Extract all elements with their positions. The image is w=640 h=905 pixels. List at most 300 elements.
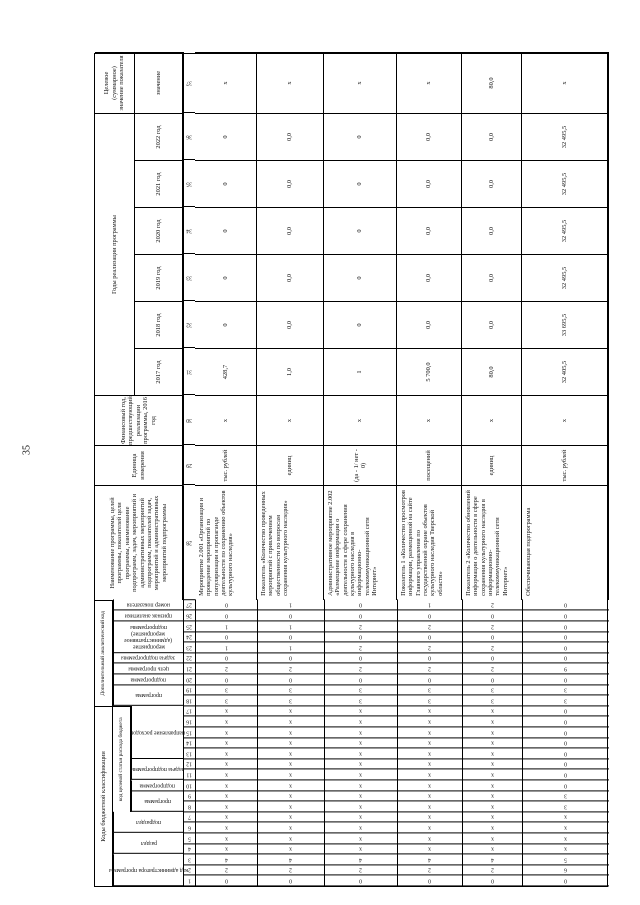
header-a-indicator-number-text: номер показателя <box>126 601 171 608</box>
code-cell-text: 1 <box>289 644 293 651</box>
column-number-text: 28 <box>186 539 193 546</box>
row-year-value: 33 695,5 <box>522 301 609 348</box>
code-cell-text: 2 <box>491 601 494 608</box>
code-cell <box>257 600 324 611</box>
code-cell <box>257 632 324 643</box>
code-cell <box>195 674 257 685</box>
header-a-goal-text: цель программы <box>128 665 169 672</box>
code-cell-text: х <box>428 760 432 767</box>
column-number <box>183 780 195 791</box>
code-cell <box>324 674 397 685</box>
column-number-text: 24 <box>186 633 193 640</box>
row-fin-year: х <box>462 395 522 445</box>
column-number <box>183 348 195 395</box>
column-number <box>183 160 195 207</box>
column-number-text: 36 <box>186 133 193 140</box>
code-cell-text: х <box>225 750 228 757</box>
row-year-value: 1 <box>324 348 397 395</box>
code-cell <box>257 833 324 844</box>
column-number <box>183 812 195 823</box>
code-cell-text: х <box>564 835 568 842</box>
code-cell-text: х <box>491 845 494 852</box>
code-cell-text: х <box>564 845 568 852</box>
code-cell <box>462 653 522 664</box>
column-number-text: 25 <box>186 623 193 630</box>
code-cell-text: 0 <box>225 601 228 608</box>
code-cell <box>257 727 324 738</box>
code-cell-text: х <box>359 813 363 820</box>
code-cell <box>324 642 397 653</box>
code-cell-text: х <box>428 707 432 714</box>
code-cell <box>397 844 462 855</box>
code-cell-text: 0 <box>564 644 568 651</box>
code-cell <box>195 706 257 717</box>
code-cell <box>324 663 397 674</box>
column-number <box>183 769 195 780</box>
code-cell-text: 0 <box>491 612 494 619</box>
code-cell <box>462 759 522 770</box>
row-fin-year: х <box>522 395 609 445</box>
row-target: х <box>522 52 609 113</box>
row-year-value: 0 <box>195 160 257 207</box>
code-cell <box>195 780 257 791</box>
code-cell <box>397 759 462 770</box>
row-year-value: 0,0 <box>257 160 324 207</box>
header-year: 2017 год <box>135 348 183 395</box>
code-cell <box>397 780 462 791</box>
header-a-indicator-number <box>113 600 183 611</box>
code-cell-text: х <box>428 718 432 725</box>
column-number-text: 23 <box>186 644 193 651</box>
code-cell-text: 0 <box>564 633 568 640</box>
code-cell <box>522 769 609 780</box>
code-cell-text: х <box>289 803 293 810</box>
header-a-indicator-sign <box>113 610 183 621</box>
code-cell-text: х <box>359 760 363 767</box>
code-cell-text: х <box>564 824 568 831</box>
code-cell-text: 0 <box>428 633 432 640</box>
code-cell <box>397 854 462 865</box>
row-year-value: 0,0 <box>397 207 462 254</box>
code-cell-text: 3 <box>428 697 432 704</box>
code-cell-text: х <box>428 739 432 746</box>
row-year-value: 0 <box>195 301 257 348</box>
code-cell <box>462 600 522 611</box>
column-number <box>183 748 195 759</box>
row-year-value: 1,0 <box>257 348 324 395</box>
code-cell <box>397 791 462 802</box>
row-target: х <box>195 52 257 113</box>
code-cell-text: х <box>491 771 494 778</box>
column-number-text: 37 <box>186 79 193 86</box>
column-number-text: 3 <box>188 856 191 863</box>
code-cell <box>324 791 397 802</box>
code-cell <box>324 780 397 791</box>
header-a-admin-event-text: мероприятие (административное мероприятие) подпрограммы <box>124 624 173 650</box>
column-number <box>183 854 195 865</box>
row-name: Административное мероприятие 2.002 «Размещение информации о деятельности в сфере сохранения культурного наследия в информационно-телекоммуникационной сети Интернет» <box>324 485 397 600</box>
row-year-value: 5 700,0 <box>397 348 462 395</box>
row-unit: единиц <box>257 445 324 485</box>
code-cell <box>195 875 257 886</box>
code-cell-text: 0 <box>564 877 568 884</box>
code-cell-text: 2 <box>289 665 293 672</box>
code-cell-text: х <box>289 750 293 757</box>
code-cell-text: 0 <box>289 877 293 884</box>
column-number <box>183 207 195 254</box>
code-cell <box>195 791 257 802</box>
code-cell <box>522 663 609 674</box>
header-section <box>113 833 183 854</box>
header-task <box>131 759 183 780</box>
code-cell <box>397 653 462 664</box>
code-cell-text: 0 <box>428 654 432 661</box>
code-cell-text: 0 <box>491 633 494 640</box>
code-cell <box>195 812 257 823</box>
code-cell-text: 2 <box>359 866 363 873</box>
code-cell <box>257 748 324 759</box>
row-unit: (да - 1/ нет - 0) <box>324 445 397 485</box>
code-cell-text: х <box>428 729 432 736</box>
code-cell-text: 0 <box>289 633 293 640</box>
column-number-text: 2 <box>188 866 191 873</box>
code-cell <box>257 695 324 706</box>
row-unit: посещений <box>397 445 462 485</box>
code-cell-text: 3 <box>428 686 432 693</box>
code-cell <box>522 759 609 770</box>
code-cell <box>462 865 522 876</box>
header-admin-code <box>109 854 188 886</box>
code-cell <box>397 748 462 759</box>
code-cell-text: 2 <box>359 644 363 651</box>
code-cell-text: х <box>359 718 363 725</box>
code-cell <box>324 875 397 886</box>
code-cell <box>324 706 397 717</box>
column-number-text: 35 <box>186 180 193 187</box>
code-cell-text: 2 <box>359 665 363 672</box>
column-number <box>183 822 195 833</box>
code-cell <box>397 812 462 823</box>
header-admin-code-text: код администратора программы <box>109 866 188 873</box>
column-number-text: 11 <box>186 771 193 778</box>
code-cell <box>195 748 257 759</box>
code-cell-text: 0 <box>359 877 363 884</box>
code-cell <box>257 801 324 812</box>
row-fin-year: х <box>397 395 462 445</box>
column-number-text: 31 <box>186 368 193 375</box>
code-cell-text: 0 <box>564 760 568 767</box>
column-number <box>183 600 195 611</box>
row-unit: единиц <box>462 445 522 485</box>
code-cell-text: 0 <box>491 676 494 683</box>
code-cell-text: х <box>491 813 494 820</box>
code-cell-text: 0 <box>491 877 494 884</box>
code-cell-text: х <box>491 739 494 746</box>
code-cell <box>257 653 324 664</box>
code-cell <box>324 769 397 780</box>
code-cell <box>462 769 522 780</box>
code-cell-text: 3 <box>359 697 363 704</box>
column-number-text: 5 <box>188 835 191 842</box>
row-year-value: 80,0 <box>462 348 522 395</box>
row-year-value: 0,0 <box>257 113 324 160</box>
code-cell <box>195 865 257 876</box>
row-year-value: 0,0 <box>397 113 462 160</box>
code-cell-text: 2 <box>225 665 228 672</box>
code-cell <box>522 674 609 685</box>
row-unit: тыс. рублей <box>522 445 609 485</box>
code-cell <box>522 780 609 791</box>
column-number <box>183 759 195 770</box>
code-cell <box>195 738 257 749</box>
column-number-text: 21 <box>186 665 193 672</box>
code-cell <box>462 706 522 717</box>
row-name: Мероприятие 2.001 «Организация и проведение мероприятий по популяризации и пропаганде деятельности по сохранению объектов культурного наследия» <box>195 485 257 600</box>
code-cell <box>257 621 324 632</box>
code-cell <box>195 663 257 674</box>
code-cell <box>462 685 522 696</box>
row-year-value: 0,0 <box>257 207 324 254</box>
rotated-table-wrapper <box>94 53 608 887</box>
code-cell <box>195 759 257 770</box>
code-cell-text: х <box>491 835 494 842</box>
row-year-value: 32 495,5 <box>522 113 609 160</box>
code-cell-text: х <box>289 813 293 820</box>
row-target: 80,0 <box>462 52 522 113</box>
column-number <box>183 706 195 717</box>
header-a-subprogram <box>113 674 183 685</box>
header-subsection <box>113 812 183 833</box>
code-cell <box>462 822 522 833</box>
code-cell <box>522 632 609 643</box>
column-number-text: 4 <box>188 845 191 852</box>
column-number-text: 15 <box>186 729 193 736</box>
column-number <box>183 653 195 664</box>
code-cell-text: 3 <box>225 697 228 704</box>
code-cell <box>462 663 522 674</box>
code-cell <box>522 822 609 833</box>
column-number <box>183 301 195 348</box>
code-cell <box>462 791 522 802</box>
code-cell-text: 3 <box>564 803 568 810</box>
code-cell-text: 0 <box>359 676 363 683</box>
column-number-text: 20 <box>186 676 193 683</box>
code-cell-text: 6 <box>564 866 568 873</box>
code-cell <box>324 844 397 855</box>
code-cell-text: 2 <box>428 866 432 873</box>
code-cell-text: 3 <box>359 686 363 693</box>
header-year: 2020 год <box>135 207 183 254</box>
header-task-text: задача подпрограммы <box>130 766 185 773</box>
code-cell-text: х <box>289 739 293 746</box>
code-cell <box>462 716 522 727</box>
code-cell-text: х <box>359 782 363 789</box>
row-year-value: 0 <box>324 207 397 254</box>
code-cell-text: 4 <box>428 856 432 863</box>
code-cell-text: 0 <box>564 750 568 757</box>
code-cell-text: 4 <box>491 856 494 863</box>
row-year-value: 0,0 <box>462 254 522 301</box>
row-year-value: 0,0 <box>397 301 462 348</box>
code-cell <box>324 653 397 664</box>
code-cell-text: х <box>225 707 228 714</box>
column-number <box>183 642 195 653</box>
code-cell <box>195 769 257 780</box>
code-cell-text: 1 <box>225 623 228 630</box>
code-cell-text: 1 <box>289 601 293 608</box>
code-cell-text: х <box>428 835 432 842</box>
code-cell-text: х <box>225 718 228 725</box>
code-cell-text: 2 <box>491 623 494 630</box>
code-cell-text: х <box>428 771 432 778</box>
code-cell-text: х <box>225 803 228 810</box>
code-cell <box>522 706 609 717</box>
column-number <box>183 685 195 696</box>
code-cell-text: 2 <box>289 866 293 873</box>
code-cell-text: х <box>428 750 432 757</box>
code-cell <box>462 632 522 643</box>
code-cell <box>397 621 462 632</box>
code-cell <box>522 738 609 749</box>
code-cell-text: х <box>491 718 494 725</box>
code-cell-text: х <box>359 750 363 757</box>
code-cell <box>397 642 462 653</box>
code-cell <box>462 621 522 632</box>
header-expense-direction <box>131 706 183 759</box>
code-cell <box>257 791 324 802</box>
code-cell <box>522 748 609 759</box>
code-cell <box>462 854 522 865</box>
row-fin-year: х <box>195 395 257 445</box>
code-cell-text: 2 <box>491 866 494 873</box>
code-cell-text: х <box>225 824 228 831</box>
code-cell <box>522 844 609 855</box>
code-cell-text: х <box>428 782 432 789</box>
code-cell <box>397 706 462 717</box>
code-cell-text: 3 <box>225 686 228 693</box>
code-cell <box>397 600 462 611</box>
row-target: х <box>397 52 462 113</box>
code-cell-text: 3 <box>564 792 568 799</box>
code-cell <box>522 875 609 886</box>
code-cell-text: 2 <box>428 644 432 651</box>
code-cell-text: 4 <box>359 856 363 863</box>
code-cell <box>462 833 522 844</box>
code-cell <box>257 610 324 621</box>
header-unit: Единица измерения <box>95 445 183 485</box>
code-cell <box>324 716 397 727</box>
code-cell <box>195 716 257 727</box>
code-cell-text: х <box>289 718 293 725</box>
header-subsection-text: подраздел <box>136 819 161 826</box>
row-year-value: 0,0 <box>462 301 522 348</box>
code-cell-text: х <box>289 760 293 767</box>
row-year-value: 0,0 <box>462 113 522 160</box>
column-number <box>183 727 195 738</box>
code-cell <box>324 854 397 865</box>
code-cell-text: х <box>491 803 494 810</box>
code-cell-text: 0 <box>225 633 228 640</box>
code-cell-text: 0 <box>564 601 568 608</box>
code-cell-text: 0 <box>564 612 568 619</box>
code-cell <box>324 833 397 844</box>
code-cell <box>522 791 609 802</box>
code-cell-text: 0 <box>359 654 363 661</box>
column-number-text: 22 <box>186 654 193 661</box>
column-number <box>183 663 195 674</box>
row-target: х <box>257 52 324 113</box>
code-cell-text: х <box>491 760 494 767</box>
code-cell <box>324 822 397 833</box>
code-cell <box>397 822 462 833</box>
code-cell <box>397 663 462 674</box>
column-number-text: 17 <box>186 707 193 714</box>
column-number-text: 33 <box>186 274 193 281</box>
code-cell <box>257 812 324 823</box>
row-year-value: 0 <box>324 301 397 348</box>
header-fin-year: Финансовый год, предшествующий реализации программы, 2016 год <box>95 395 183 445</box>
row-name: Показатель «Количество проведенных мероприятий с привлечением общественности по вопросам сохранения культурного наследия» <box>257 485 324 600</box>
code-cell-text: 0 <box>428 676 432 683</box>
code-cell-text: х <box>491 707 494 714</box>
code-cell-text: х <box>289 782 293 789</box>
header-target-group: Целевое (суммарное) значение показателя <box>95 52 135 113</box>
code-cell <box>522 716 609 727</box>
code-cell-text: 0 <box>359 612 363 619</box>
code-cell <box>522 653 609 664</box>
column-number <box>183 445 195 485</box>
row-fin-year: х <box>257 395 324 445</box>
column-number <box>183 801 195 812</box>
code-cell-text: 0 <box>225 877 228 884</box>
code-cell-text: х <box>359 845 363 852</box>
column-number <box>183 791 195 802</box>
code-cell <box>397 610 462 621</box>
code-cell-text: 2 <box>225 866 228 873</box>
code-cell <box>257 674 324 685</box>
row-name: Показатель 1 «Количество просмотров информации, размещенной на сайте Главного управления по государственной охране объектов культурного наследия Тверской области» <box>397 485 462 600</box>
code-cell <box>324 865 397 876</box>
code-cell-text: х <box>428 845 432 852</box>
code-cell-text: х <box>491 750 494 757</box>
row-year-value: 428,7 <box>195 348 257 395</box>
code-cell-text: х <box>359 729 363 736</box>
code-cell <box>522 801 609 812</box>
code-cell <box>195 632 257 643</box>
code-cell <box>522 854 609 865</box>
header-year: 2019 год <box>135 254 183 301</box>
column-number-text: 13 <box>186 750 193 757</box>
header-target-value: значение <box>135 52 183 113</box>
code-cell <box>397 833 462 844</box>
code-cell-text: х <box>289 729 293 736</box>
code-cell <box>397 875 462 886</box>
code-cell <box>522 833 609 844</box>
code-cell-text: 0 <box>225 676 228 683</box>
code-cell-text: х <box>564 813 568 820</box>
code-cell <box>324 621 397 632</box>
code-cell <box>257 865 324 876</box>
code-cell <box>195 685 257 696</box>
code-cell-text: х <box>289 792 293 799</box>
code-cell <box>195 610 257 621</box>
row-name: Обеспечивающая подпрограмма <box>522 485 609 600</box>
column-number <box>183 610 195 621</box>
code-cell <box>257 844 324 855</box>
code-cell-text: 2 <box>428 665 432 672</box>
code-cell-text: 0 <box>564 782 568 789</box>
column-number-text: 9 <box>188 792 191 799</box>
